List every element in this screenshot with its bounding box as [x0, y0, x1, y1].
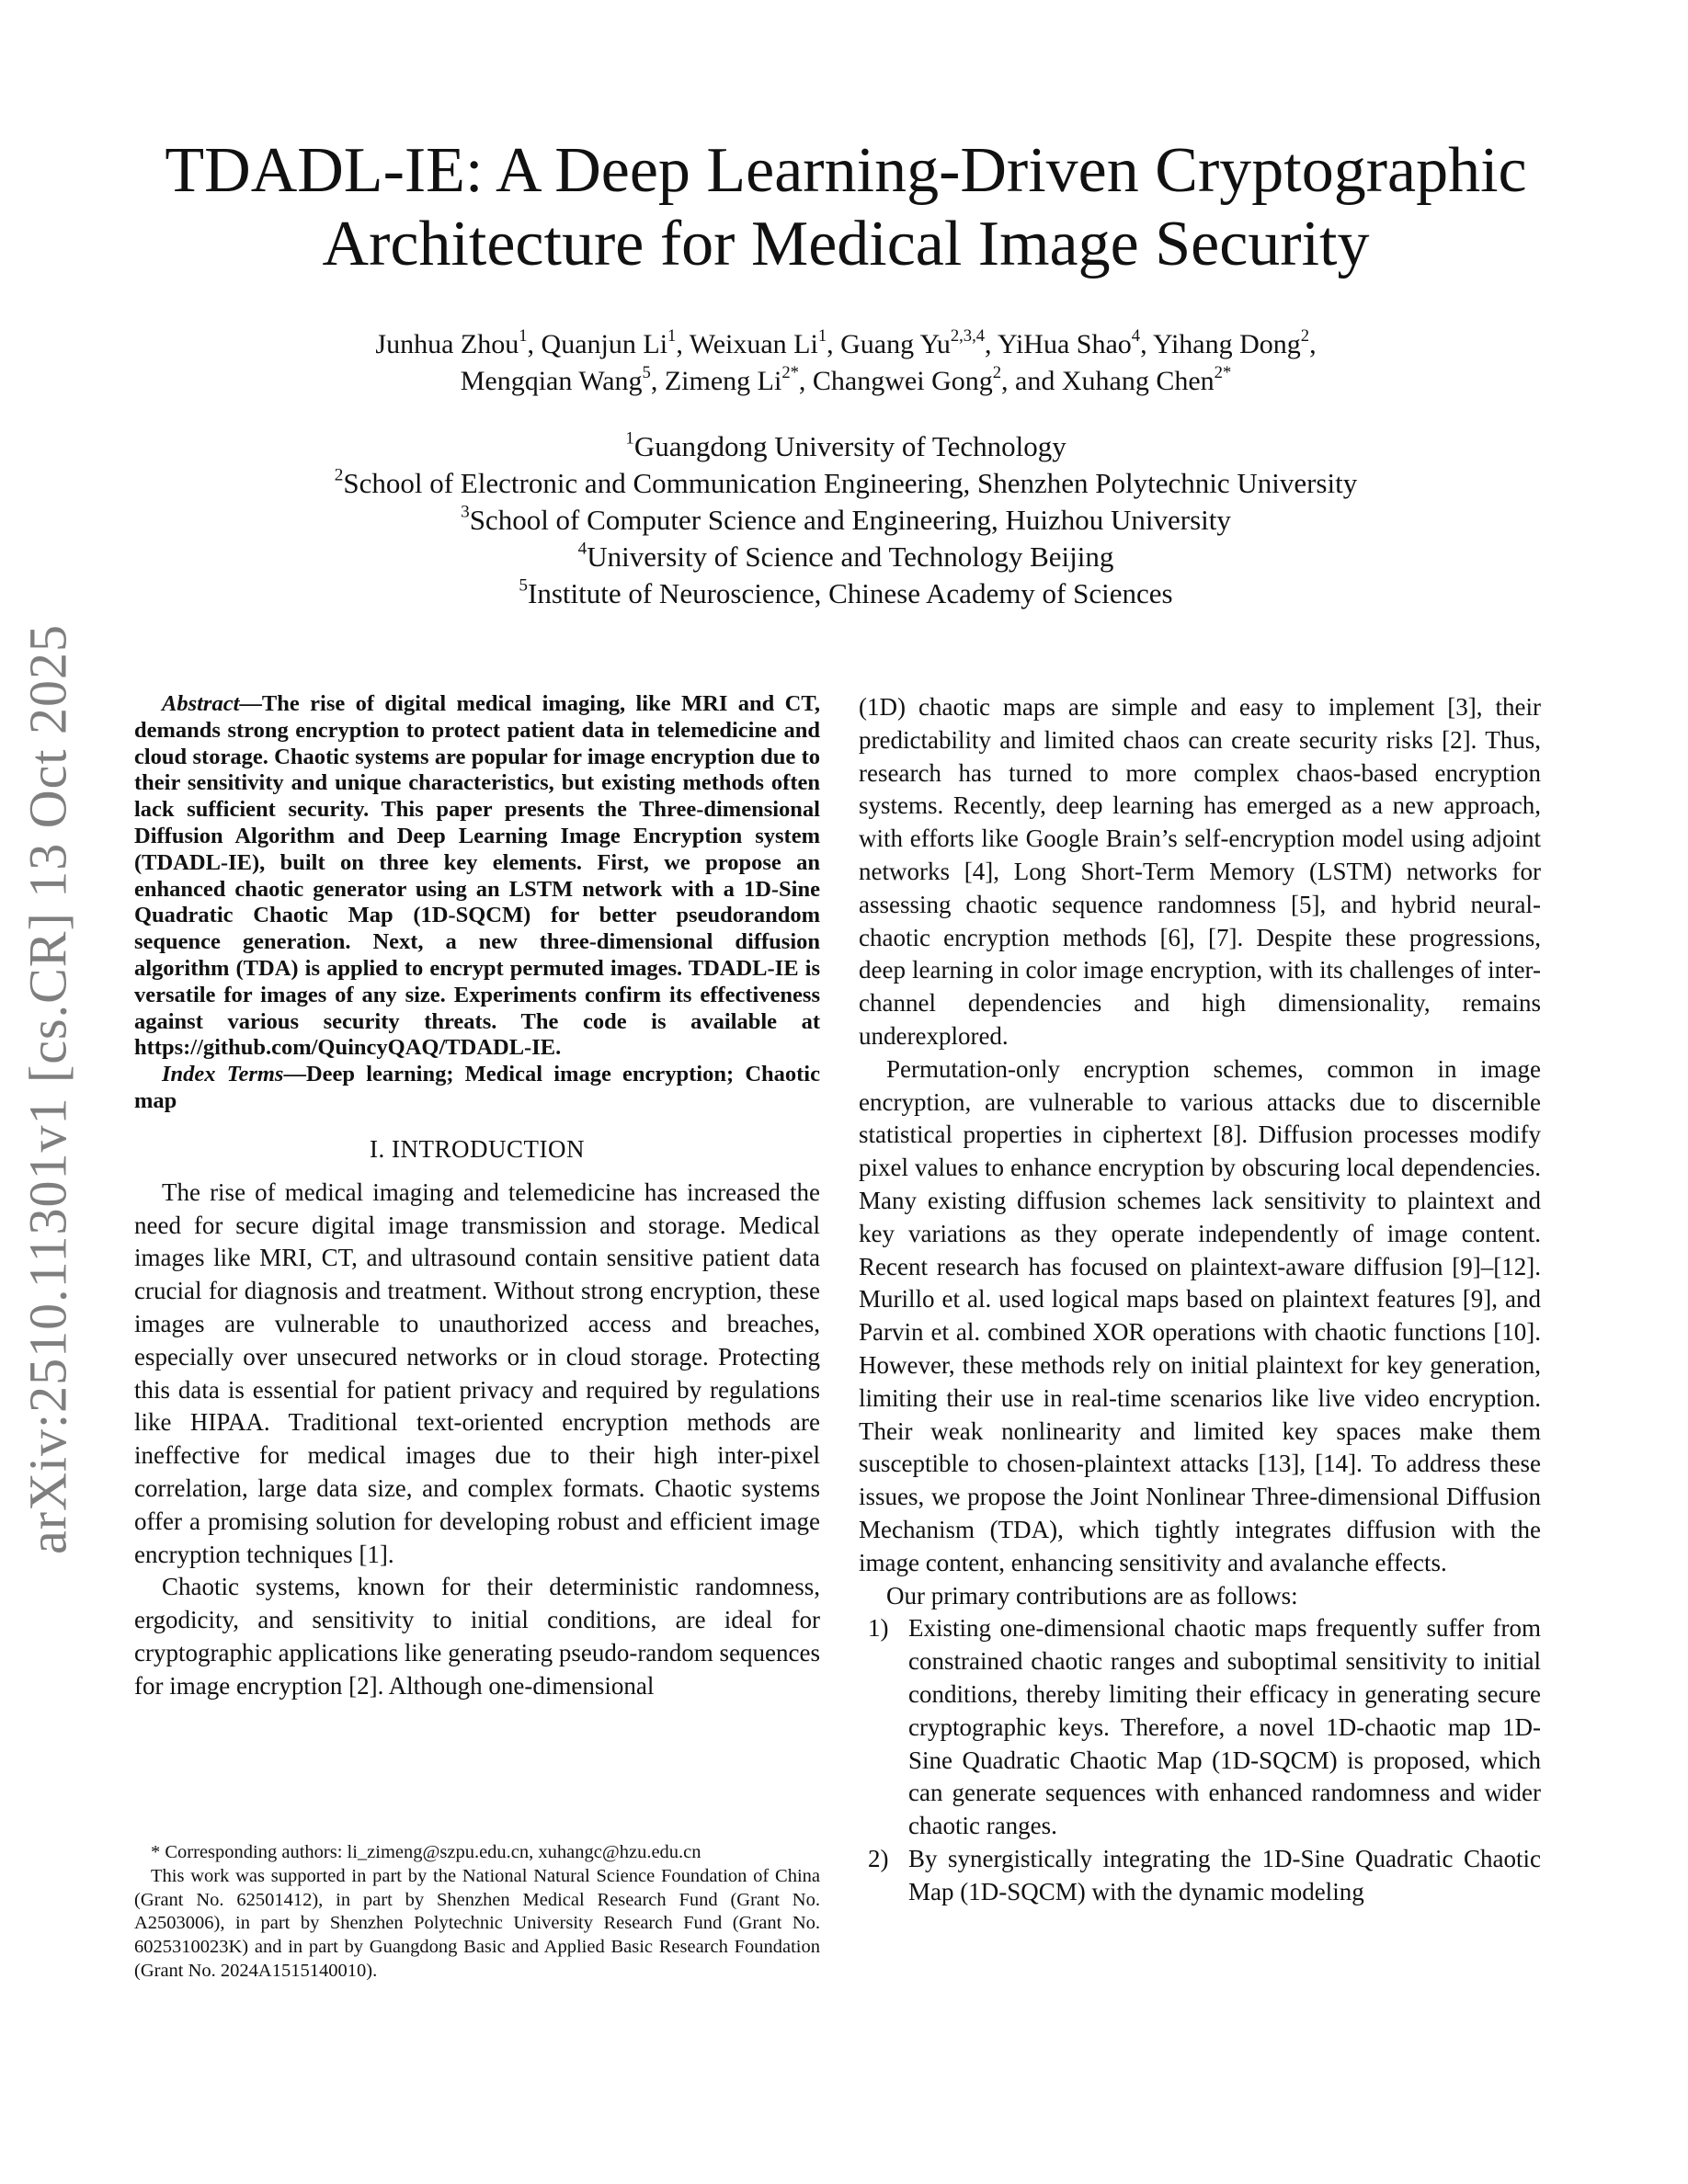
author: YiHua Shao$^4$	[997, 325, 1141, 359]
contribution-item: 1) Existing one-dimensional chaotic maps frequently suffer from constrained chaotic ranges and suboptimal sensitivity to initial conditions, thereby limiting their efficacy in generating secure cryptographic keys. Therefore, a novel 1D-chaotic map 1D-Sine Quadratic Chaotic Map (1D-SQCM) is proposed, which can generate sequences with enhanced randomness and wider chaotic ranges.	[868, 1614, 1541, 1840]
title-line-2: Architecture for Medical Image Security	[322, 209, 1370, 279]
title-line-1: TDADL-IE: A Deep Learning-Driven Cryptographic	[165, 135, 1527, 206]
section-heading-introduction: I. INTRODUCTION	[370, 1134, 585, 1163]
intro-paragraph: Permutation-only encryption schemes, common in image encryption, are vulnerable to various attacks due to discernible statistical properties in ciphertext [8]. Diffusion processes modify pixel values to enhance encryption by obscuring local dependencies. Many existing diffusion schemes lack sensitivity to plaintext and key variations as they operate independently of image content. Recent research has focused on plaintext-aware diffusion [9]–[12]. Murillo et al. used logical maps based on plaintext features [9], and Parvin et al. combined XOR operations with chaotic functions [10]. However, these methods rely on initial plaintext for key generation, limiting their use in real-time scenarios like live video encryption. Their weak nonlinearity and limited key spaces make them susceptible to chosen-plaintext attacks [13], [14]. To address these issues, we propose the Joint Nonlinear Three-dimensional Diffusion Mechanism (TDA), which tightly integrates diffusion with the image content, enhancing sensitivity and avalanche effects.	[859, 1054, 1541, 1576]
affiliation: $^5$Institute of Neuroscience, Chinese Academy of Sciences	[519, 575, 1173, 609]
abstract: Abstract—The rise of digital medical imaging, like MRI and CT, demands strong encryption to protect patient data in telemedicine and cloud storage. Chaotic systems are popular for image encryption due to their sensitivity and unique characteristics, but existing methods often lack sufficient security. This paper presents the Three-dimensional Diffusion Algorithm and Deep Learning Image Encryption system (TDADL-IE), built on three key elements. First, we propose an enhanced chaotic generator using an LSTM network with a 1D-Sine Quadratic Chaotic Map (1D-SQCM) for better pseudorandom sequence generation. Next, a new three-dimensional diffusion algorithm (TDA) is applied to encrypt permuted images. TDADL-IE is versatile for images of any size. Experiments confirm its effectiveness against various security threats. The code is available at https://github.com/QuincyQAQ/TDADL-IE.	[134, 691, 820, 1061]
intro-paragraph: Chaotic systems, known for their deterministic randomness, ergodicity, and sensitivity to initial conditions, are ideal for cryptographic applications like generating pseudo-random sequences for image encryption [2]. Although one-dimensional	[134, 1573, 820, 1700]
affiliation: $^1$Guangdong University of Technology	[625, 428, 1066, 462]
affiliation: $^2$School of Electronic and Communication Engineering, Shenzhen Polytechnic University	[334, 465, 1358, 499]
footnotes	[134, 1841, 820, 1984]
author: Guang Yu$^{2,3,4}$	[840, 325, 986, 359]
author: Yihang Dong$^2$	[1152, 325, 1310, 359]
funding-footnote: This work was supported in part by the National Natural Science Foundation of China (Grant No. 62501412), in part by Shenzhen Medical Research Fund (Grant No. A2503006), in part by Shenzhen Polytechnic University Research Fund (Grant No. 6025310023K) and in part by Guangdong Basic and Applied Basic Research Foundation (Grant No. 2024A1515140010).	[134, 1865, 820, 1981]
paper-title	[129, 134, 1563, 281]
author: Mengqian Wang$^5$	[460, 362, 651, 396]
arxiv-identifier-stamp: arXiv:2510.11301v1 [cs.CR] 13 Oct 2025	[17, 623, 78, 1555]
author: Junhua Zhou$^1$	[375, 325, 528, 359]
contributions-list	[859, 1612, 1541, 1908]
author-list: Junhua Zhou$^1$, Quanjun Li$^1$, Weixuan Li$^1$, Guang Yu$^{2,3,4}$, YiHua Shao$^4$, Yihang Dong$^2$, Mengqian Wang$^5$, Zimeng $Li^{2*}$, Changwei Gong$^2$, and Xuhang Chen$^{2*}$	[375, 325, 1317, 396]
abstract-text: The rise of digital medical imaging, like MRI and CT, demands strong encryption to protect patient data in telemedicine and cloud storage. Chaotic systems are popular for image encryption due to their sensitivity and unique characteristics, but existing methods often lack sufficient security. This paper presents the Three-dimensional Diffusion Algorithm and Deep Learning Image Encryption system (TDADL-IE), built on three key elements. First, we propose an enhanced chaotic generator using an LSTM network with a 1D-Sine Quadratic Chaotic Map (1D-SQCM) for better pseudorandom sequence generation. Next, a new three-dimensional diffusion algorithm (TDA) is applied to encrypt permuted images. TDADL-IE is versatile for images of any size. Experiments confirm its effectiveness against various security threats. The code is available at https://github.com/QuincyQAQ/TDADL-IE.	[134, 691, 820, 1061]
right-column	[859, 691, 1541, 1908]
contributions-intro: Our primary contributions are as follows:	[886, 1581, 1298, 1610]
author: Weixuan Li$^1$	[689, 325, 827, 359]
affiliation: $^3$School of Computer Science and Engineering, Huizhou University	[461, 502, 1231, 536]
affiliation-list	[129, 428, 1563, 612]
author: Xuhang Chen$^{2*}$	[1061, 362, 1232, 396]
contribution-item: 2) By synergistically integrating the 1D-Sine Quadratic Chaotic Map (1D-SQCM) with the dynamic modeling	[868, 1844, 1541, 1905]
corresponding-author-footnote: * Corresponding authors: li_zimeng@szpu.edu.cn, xuhangc@hzu.edu.cn	[151, 1842, 701, 1862]
author: Zimeng $Li^{2*}$	[664, 362, 799, 396]
left-column	[134, 691, 820, 1703]
affiliation: $^4$University of Science and Technology Beijing	[577, 539, 1114, 573]
intro-paragraph: The rise of medical imaging and telemedicine has increased the need for secure digital image transmission and storage. Medical images like MRI, CT, and ultrasound contain sensitive patient data crucial for diagnosis and treatment. Without strong encryption, these images are vulnerable to unauthorized access and breaches, especially over unsecured networks or in cloud storage. Protecting this data is essential for patient privacy and required by regulations like HIPAA. Traditional text-oriented encryption methods are ineffective for medical images due to their high inter-pixel correlation, large data size, and complex formats. Chaotic systems offer a promising solution for developing robust and efficient image encryption techniques [1].	[134, 1177, 820, 1568]
index-terms: Index Terms—Deep learning; Medical image encryption; Chaotic map	[134, 1062, 820, 1113]
author: Quanjun Li$^1$	[541, 325, 677, 359]
intro-paragraph-continued: (1D) chaotic maps are simple and easy to implement [3], their predictability and limited chaos can create security risks [2]. Thus, research has turned to more complex chaos-based encryption systems. Recently, deep learning has emerged as a new approach, with efforts like Google Brain’s self-encryption model using adjoint networks [4], Long Short-Term Memory (LSTM) networks for assessing chaotic sequence randomness [5], and hybrid neural-chaotic encryption methods [6], [7]. Despite these progressions, deep learning in color image encryption, with its challenges of inter-channel dependencies and high dimensionality, remains underexplored.	[859, 693, 1541, 1050]
author: Changwei Gong$^2$	[812, 362, 1002, 396]
